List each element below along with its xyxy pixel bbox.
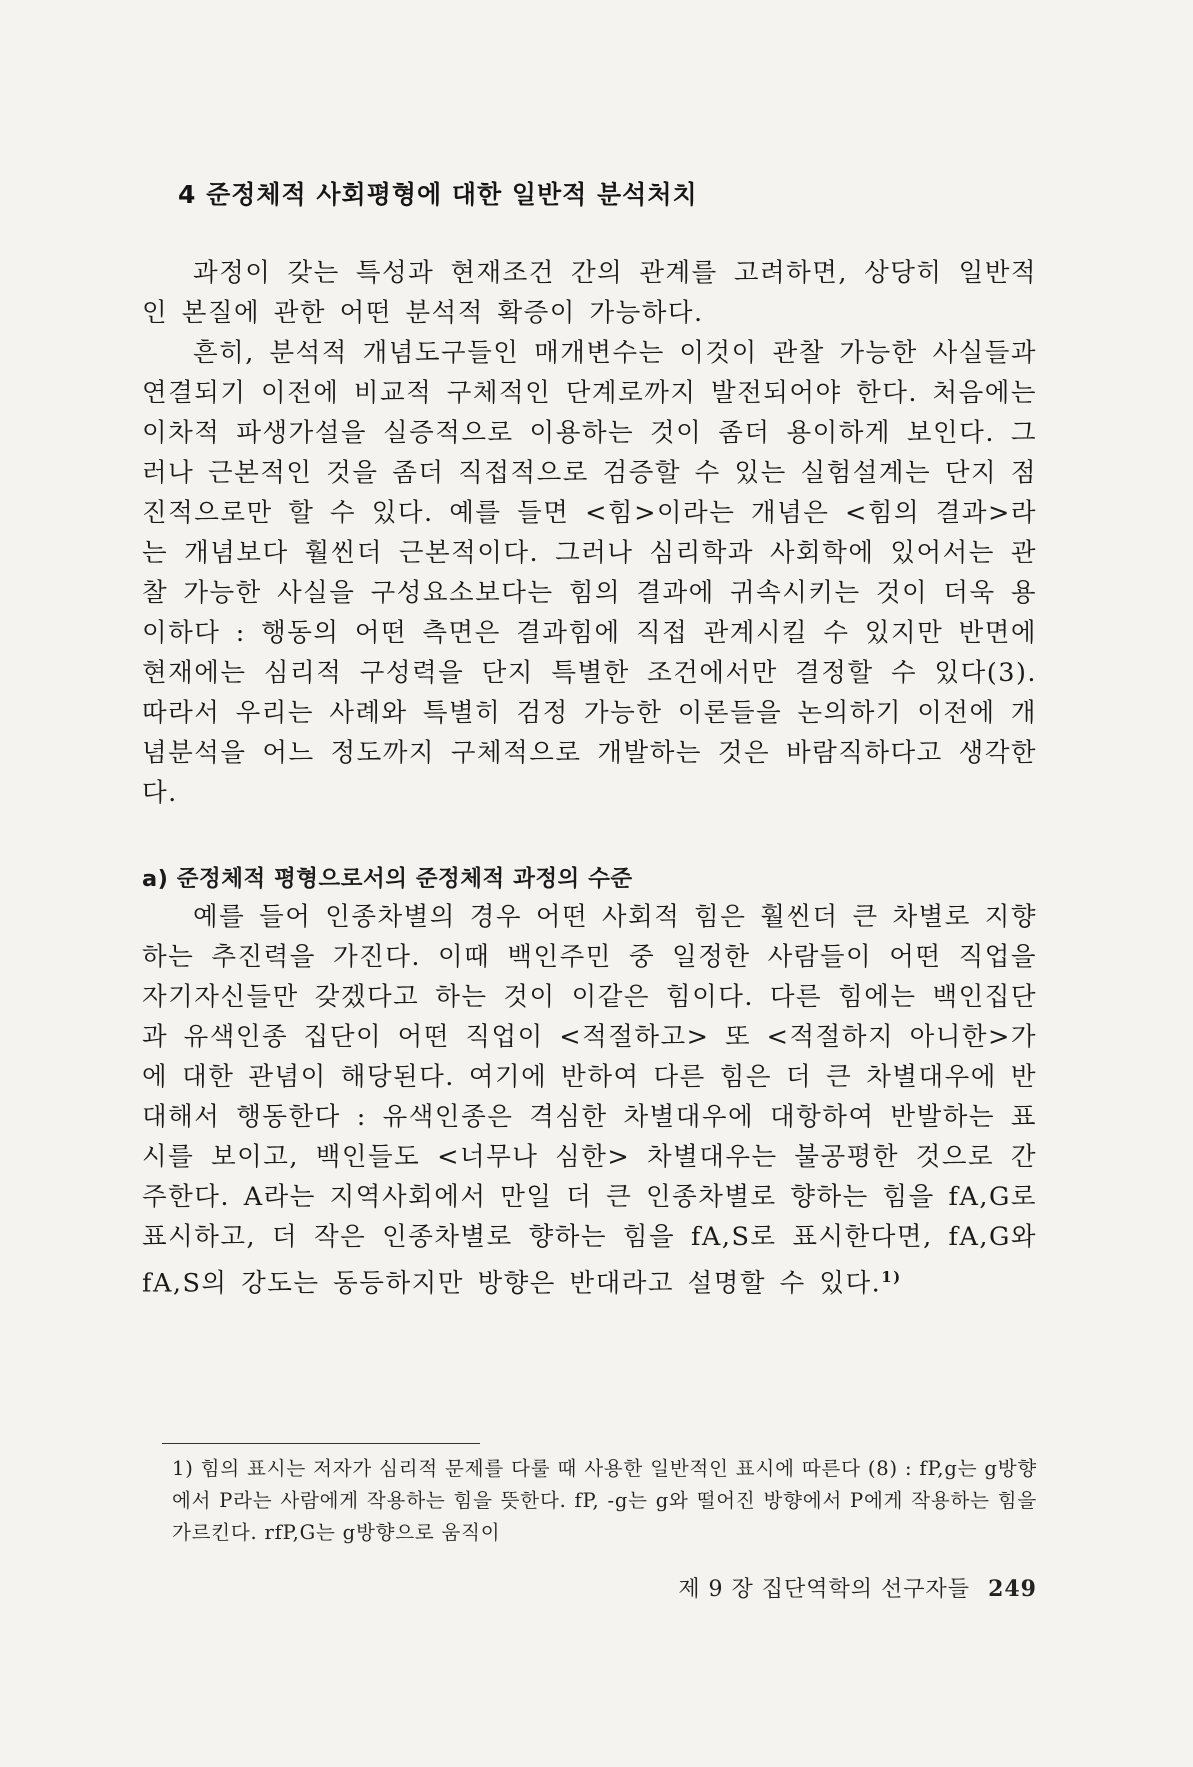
paragraph-2: 흔히, 분석적 개념도구들인 매개변수는 이것이 관찰 가능한 사실들과 연결되기 이전에 비교적 구체적인 단계로까지 발전되어야 한다. 처음에는 이차적 파생가설을 실증적으로 이용하는 것이 좀더 용이하게 보인다. 그러나 근본적인 것을 좀더 직접적으로 검증할 수 있는 실험설계는 단지 점진적으로만 할 수 있다. 예를 들면 <힘>이라는 개념은 <힘의 결과>라는 개념보다 훨씬더 근본적이다. 그러나 심리학과 사회학에 있어서는 관찰 가능한 사실을 구성요소보다는 힘의 결과에 귀속시키는 것이 더욱 용이하다 : 행동의 어떤 측면은 결과힘에 직접 관계시킬 수 있지만 반면에 현재에는 심리적 구성력을 단지 특별한 조건에서만 결정할 수 있다(3). 따라서 우리는 사례와 특별히 검정 가능한 이론들을 논의하기 이전에 개념분석을 어느 정도까지 구체적으로 개발하는 것은 바람직하다고 생각한다. (142, 338, 1037, 808)
subsection-paragraph (142, 897, 1037, 1304)
subsection-title: a) 준정체적 평형으로서의 준정체적 과정의 수준 (142, 866, 633, 892)
footnote-divider (162, 1443, 480, 1444)
footnote-number: 1) (172, 1457, 194, 1480)
main-content (142, 175, 1037, 1304)
footnote-text: 힘의 표시는 저자가 심리적 문제를 다룰 때 사용한 일반적인 표시에 따른다 (8) : fP,g는 g방향에서 P라는 사람에게 작용하는 힘을 뜻한다. fP, -g는 g와 떨어진 방향에서 P에게 작용하는 힘을 가르킨다. rfP,G는 g방향으로 움직이 (172, 1457, 1037, 1544)
footnotes (172, 1453, 1037, 1549)
page-number: 249 (988, 1576, 1037, 1602)
subsection-paragraph-text: 예를 들어 인종차별의 경우 어떤 사회적 힘은 훨씬더 큰 차별로 지향하는 추진력을 가진다. 이때 백인주민 중 일정한 사람들이 어떤 직업을 자기자신들만 갖겠다고 하는 것이 이같은 힘이다. 다른 힘에는 백인집단과 유색인종 집단이 어떤 직업이 <적절하고> 또 <적절하지 아니한>가에 대한 관념이 해당된다. 여기에 반하여 다른 힘은 더 큰 차별대우에 반대해서 행동한다 : 유색인종은 격심한 차별대우에 대항하여 반발하는 표시를 보이고, 백인들도 <너무나 심한> 차별대우는 불공평한 것으로 간주한다. A라는 지역사회에서 만일 더 큰 인종차별로 향하는 힘을 fA,G로 표시하고, 더 작은 인종차별로 향하는 힘을 fA,S로 표시한다면, fA,G와 fA,S의 강도는 동등하지만 방향은 반대라고 설명할 수 있다. (142, 902, 1037, 1299)
paragraph-1: 과정이 갖는 특성과 현재조건 간의 관계를 고려하면, 상당히 일반적인 본질에 관한 어떤 분석적 확증이 가능하다. (142, 258, 1037, 328)
footnote-reference[interactable]: 1) (881, 1268, 902, 1286)
section-title: 4 준정체적 사회평형에 대한 일반적 분석처치 (178, 180, 698, 209)
page-footer (600, 1572, 1037, 1603)
chapter-title: 제 9 장 집단역학의 선구자들 (678, 1577, 971, 1602)
body-text (142, 253, 1037, 1304)
footnote-1 (172, 1453, 1037, 1549)
